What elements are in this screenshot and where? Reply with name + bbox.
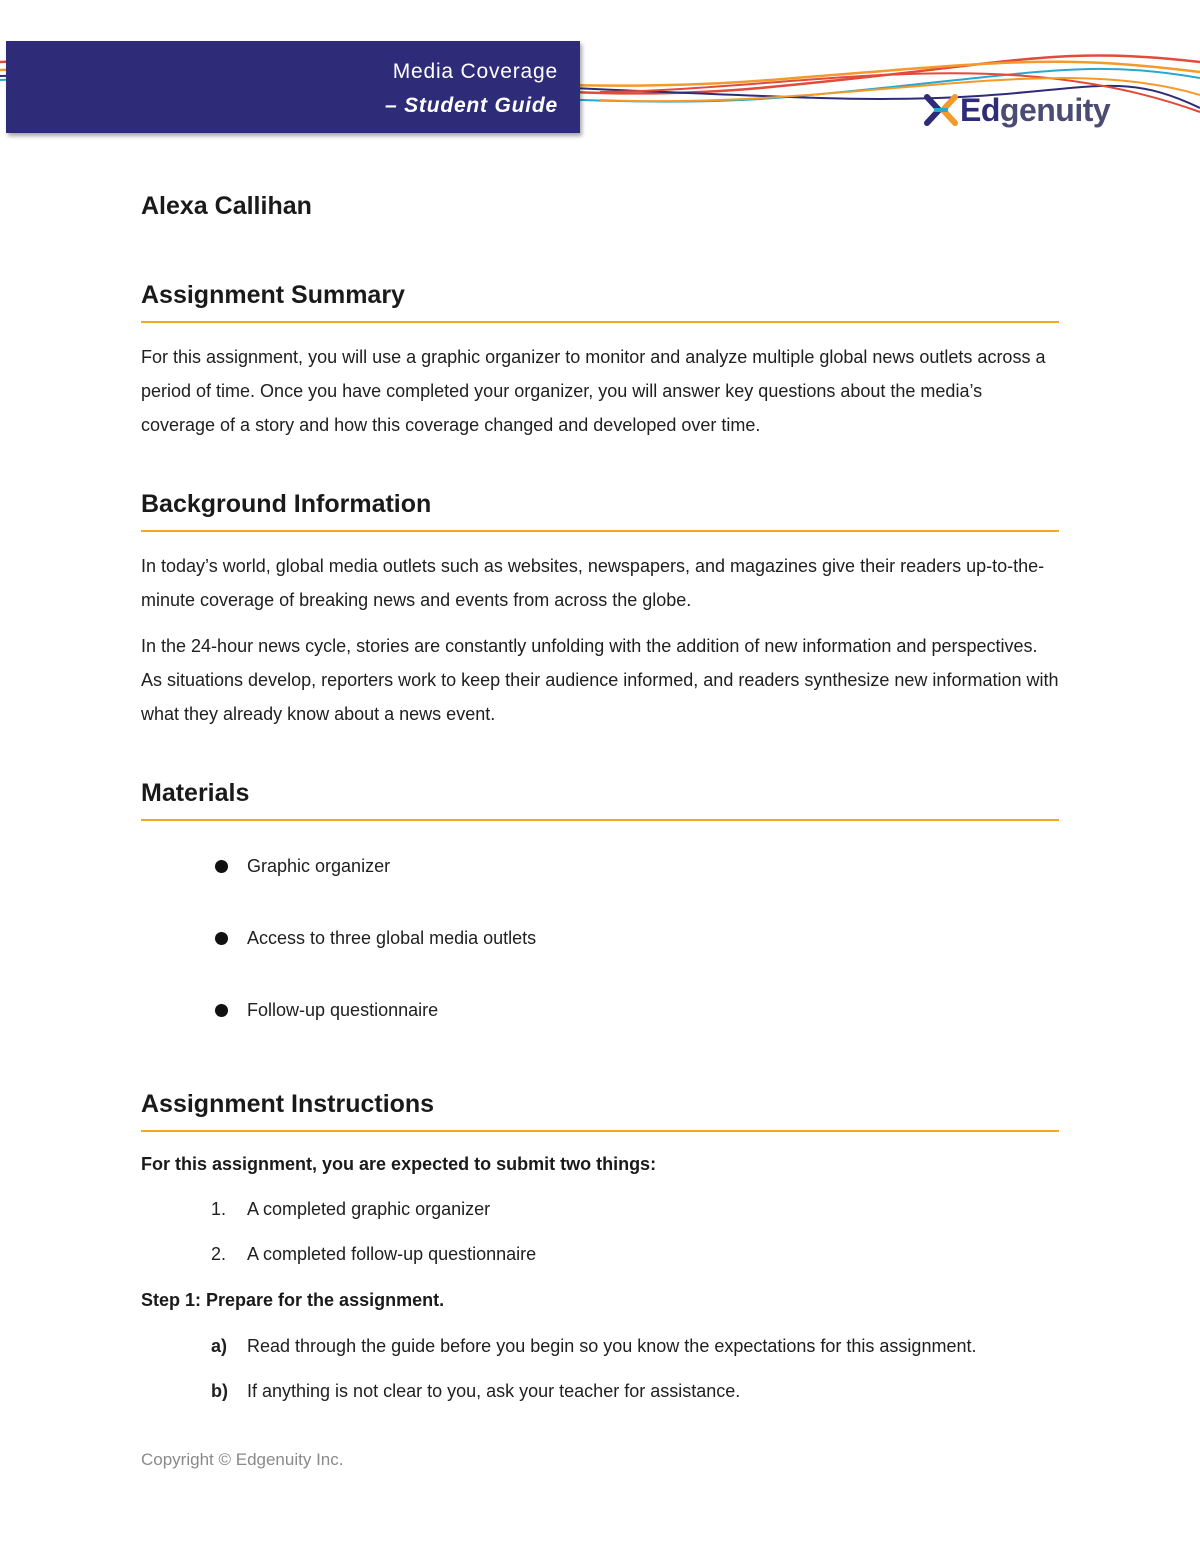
heading-rule xyxy=(141,530,1059,532)
background-paragraph-1: In today’s world, global media outlets such as websites, newspapers, and magazines give their readers up-to-the-minute coverage of breaking news and events from across the globe. xyxy=(141,556,1045,610)
heading-materials: Materials xyxy=(141,779,1059,808)
document-title: Media Coverage xyxy=(392,60,558,83)
copyright-footer: Copyright © Edgenuity Inc. xyxy=(141,1450,344,1469)
bullet-icon xyxy=(215,1004,228,1017)
bullet-icon xyxy=(215,860,228,873)
step-1-heading: Step 1: Prepare for the assignment. xyxy=(141,1290,445,1310)
brand-wordmark: Edgenuity xyxy=(960,91,1111,128)
summary-paragraph: For this assignment, you will use a graphic organizer to monitor and analyze multiple global news outlets across a period of time. Once you have completed your organizer, you will answer key questions about the media’s coverage of a story and how this coverage changed and developed over time. xyxy=(141,347,1046,435)
heading-assignment-instructions: Assignment Instructions xyxy=(141,1090,1059,1119)
heading-rule xyxy=(141,321,1059,323)
heading-assignment-summary: Assignment Summary xyxy=(141,281,1059,310)
title-banner xyxy=(6,41,580,133)
heading-background-information: Background Information xyxy=(141,490,1059,519)
heading-rule xyxy=(141,819,1059,821)
edgenuity-logo xyxy=(924,90,1110,130)
heading-rule xyxy=(141,1130,1059,1132)
edgenuity-x-icon xyxy=(924,93,958,127)
instructions-intro: For this assignment, you are expected to submit two things: xyxy=(141,1154,657,1174)
student-name: Alexa Callihan xyxy=(141,192,312,220)
background-paragraph-2: In the 24-hour news cycle, stories are constantly unfolding with the addition of new information and perspectives. As situations develop, reporters work to keep their audience informed, and readers synthesize new information with what they already know about a news event. xyxy=(141,636,1059,724)
document-subtitle: – Student Guide xyxy=(384,94,558,117)
bullet-icon xyxy=(215,932,228,945)
